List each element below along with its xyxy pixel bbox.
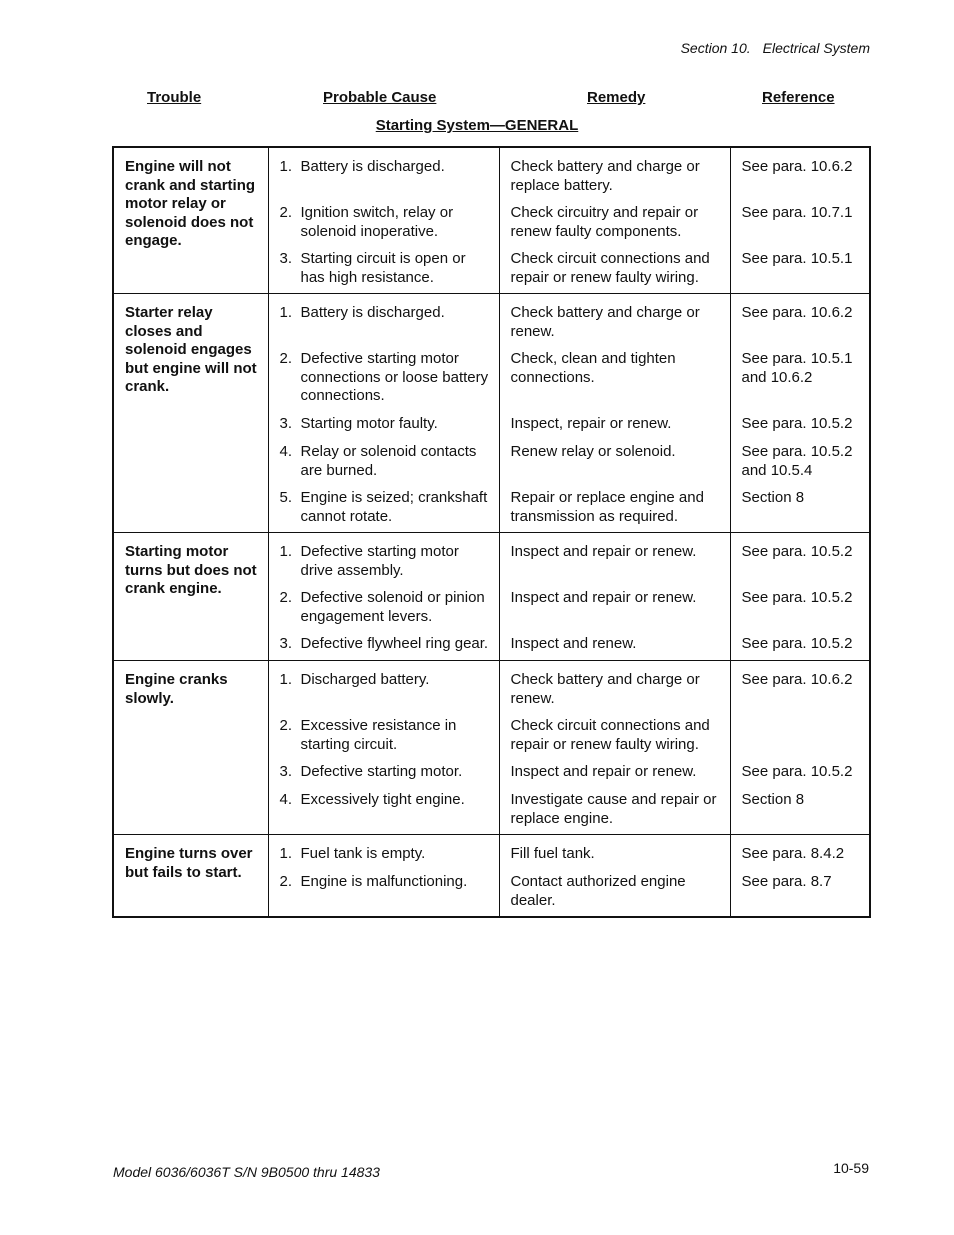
- reference-text: See para. 10.5.2: [741, 415, 853, 432]
- cause-text: Defective starting motor drive assembly.: [300, 543, 459, 579]
- trouble-cell: Engine cranks slowly.: [113, 661, 268, 835]
- cause-item: [280, 443, 491, 480]
- cause-item: [280, 873, 491, 910]
- reference-text: See para. 10.7.1: [741, 204, 853, 221]
- cause-text: Defective starting motor.: [300, 763, 463, 780]
- table-row: [113, 147, 870, 294]
- cause-text: Engine is seized; crankshaft cannot rotate.: [300, 489, 488, 525]
- remedy-cell: [499, 661, 730, 835]
- cause-text: Defective flywheel ring gear.: [300, 635, 489, 652]
- item-number: 2.: [279, 873, 293, 890]
- reference-cell: [730, 147, 870, 294]
- remedy-text: Check circuit connections and repair or renew faulty wiring.: [510, 250, 710, 286]
- remedy-cell: [499, 533, 730, 661]
- cause-text: Discharged battery.: [300, 671, 430, 688]
- remedy-cell: [499, 294, 730, 533]
- table-row: [113, 661, 870, 835]
- cause-item: [280, 250, 491, 287]
- table-row: [113, 294, 870, 533]
- trouble-cell: Engine turns over but fails to start.: [113, 835, 268, 918]
- troubleshooting-table: [112, 146, 871, 918]
- cause-text: Battery is discharged.: [300, 304, 445, 321]
- cause-text: Defective solenoid or pinion engagement levers.: [300, 589, 485, 625]
- cause-text: Excessively tight engine.: [300, 791, 465, 808]
- cause-item: [280, 791, 491, 828]
- column-header-cause: Probable Cause: [323, 89, 437, 106]
- reference-text: Section 8: [741, 489, 805, 506]
- cause-item: [280, 543, 491, 580]
- item-number: 1.: [279, 304, 293, 321]
- reference-text: See para. 10.5.1: [741, 250, 853, 267]
- cause-text: Relay or solenoid contacts are burned.: [300, 443, 477, 479]
- item-number: 1.: [279, 543, 293, 560]
- page-header: [681, 40, 870, 56]
- trouble-cell: Starting motor turns but does not crank engine.: [113, 533, 268, 661]
- remedy-text: Contact authorized engine dealer.: [510, 873, 686, 909]
- trouble-cell: Starter relay closes and solenoid engages but engine will not crank.: [113, 294, 268, 533]
- cause-text: Engine is malfunctioning.: [300, 873, 468, 890]
- reference-text: See para. 10.5.2: [741, 543, 853, 560]
- reference-text: See para. 10.5.1 and 10.6.2: [741, 350, 853, 386]
- cause-item: [280, 763, 491, 782]
- remedy-text: Renew relay or solenoid.: [510, 443, 676, 460]
- cause-item: [280, 350, 491, 406]
- cause-item: [280, 415, 491, 434]
- cause-cell: [268, 533, 499, 661]
- reference-text: See para. 10.6.2: [741, 158, 853, 175]
- cause-cell: [268, 661, 499, 835]
- cause-item: [280, 671, 491, 708]
- section-name: Electrical System: [762, 40, 870, 56]
- cause-item: [280, 489, 491, 526]
- item-number: 1.: [279, 845, 293, 862]
- column-header-trouble: Trouble: [147, 89, 202, 106]
- cause-item: [280, 589, 491, 626]
- remedy-text: Inspect and repair or renew.: [510, 763, 697, 780]
- remedy-text: Inspect and repair or renew.: [510, 589, 697, 606]
- cause-item: [280, 304, 491, 341]
- cause-item: [280, 158, 491, 195]
- cause-item: [280, 845, 491, 864]
- column-header-reference: Reference: [762, 89, 835, 106]
- item-number: 3.: [279, 415, 293, 432]
- item-number: 2.: [279, 350, 293, 367]
- remedy-text: Check battery and charge or replace battery.: [510, 158, 700, 194]
- cause-item: [280, 635, 491, 654]
- remedy-text: Check, clean and tighten connections.: [510, 350, 676, 386]
- cause-text: Starting motor faulty.: [300, 415, 438, 432]
- item-number: 3.: [279, 250, 293, 267]
- item-number: 4.: [279, 443, 293, 460]
- footer-page-number: 10-59: [833, 1160, 869, 1176]
- item-number: 2.: [279, 204, 293, 221]
- item-number: 1.: [279, 671, 293, 688]
- reference-cell: [730, 294, 870, 533]
- trouble-cell: Engine will not crank and starting motor relay or solenoid does not engage.: [113, 147, 268, 294]
- remedy-text: Fill fuel tank.: [510, 845, 595, 862]
- item-number: 3.: [279, 635, 293, 652]
- table-row: [113, 835, 870, 918]
- reference-text: See para. 10.5.2: [741, 763, 853, 780]
- cause-text: Excessive resistance in starting circuit.: [300, 717, 457, 753]
- item-number: 2.: [279, 589, 293, 606]
- remedy-cell: [499, 147, 730, 294]
- cause-cell: [268, 294, 499, 533]
- reference-text: [742, 717, 862, 754]
- reference-text: See para. 10.5.2 and 10.5.4: [741, 443, 853, 479]
- reference-text: See para. 10.5.2: [741, 589, 853, 606]
- remedy-text: Check battery and charge or renew.: [510, 304, 700, 340]
- cause-text: Ignition switch, relay or solenoid inoperative.: [300, 204, 454, 240]
- cause-cell: [268, 835, 499, 918]
- reference-cell: [730, 533, 870, 661]
- reference-text: See para. 8.4.2: [741, 845, 845, 862]
- reference-text: See para. 10.5.2: [741, 635, 853, 652]
- column-header-remedy: Remedy: [587, 89, 646, 106]
- table-row: [113, 533, 870, 661]
- section-title: Starting System—GENERAL: [375, 117, 579, 134]
- item-number: 1.: [279, 158, 293, 175]
- remedy-text: Investigate cause and repair or replace engine.: [510, 791, 717, 827]
- remedy-text: Check circuitry and repair or renew faulty components.: [510, 204, 699, 240]
- reference-text: See para. 10.6.2: [741, 671, 853, 688]
- cause-text: Fuel tank is empty.: [300, 845, 426, 862]
- reference-text: See para. 10.6.2: [741, 304, 853, 321]
- reference-text: Section 8: [741, 791, 805, 808]
- item-number: 2.: [279, 717, 293, 734]
- reference-cell: [730, 835, 870, 918]
- remedy-text: Check battery and charge or renew.: [510, 671, 700, 707]
- remedy-text: Check circuit connections and repair or renew faulty wiring.: [510, 717, 710, 753]
- cause-text: Defective starting motor connections or loose battery connections.: [300, 350, 489, 404]
- reference-text: See para. 8.7: [741, 873, 832, 890]
- cause-item: [280, 717, 491, 754]
- item-number: 3.: [279, 763, 293, 780]
- remedy-text: Inspect and renew.: [510, 635, 637, 652]
- reference-cell: [730, 661, 870, 835]
- cause-cell: [268, 147, 499, 294]
- footer-model: Model 6036/6036T S/N 9B0500 thru 14833: [113, 1164, 380, 1180]
- remedy-text: Inspect, repair or renew.: [510, 415, 672, 432]
- cause-item: [280, 204, 491, 241]
- section-number: Section 10.: [680, 40, 751, 56]
- remedy-text: Inspect and repair or renew.: [510, 543, 697, 560]
- remedy-cell: [499, 835, 730, 918]
- cause-text: Starting circuit is open or has high resistance.: [300, 250, 466, 286]
- item-number: 5.: [279, 489, 293, 506]
- item-number: 4.: [279, 791, 293, 808]
- cause-text: Battery is discharged.: [300, 158, 445, 175]
- remedy-text: Repair or replace engine and transmission as required.: [510, 489, 704, 525]
